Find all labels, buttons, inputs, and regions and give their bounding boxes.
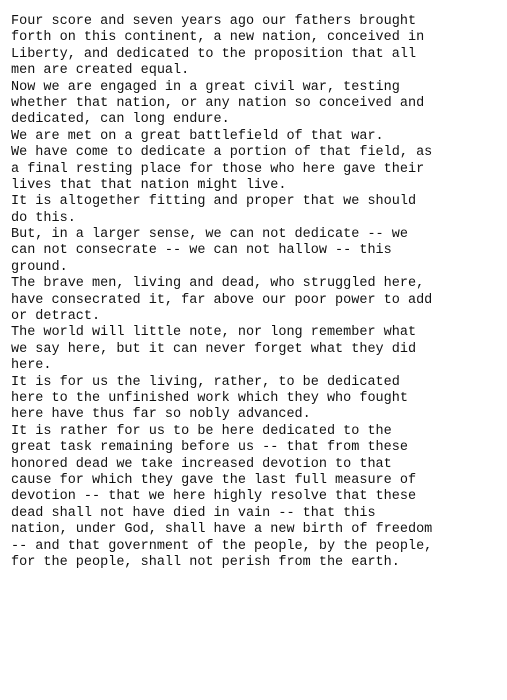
text-line: -- and that government of the people, by the people,	[11, 538, 433, 554]
text-line: great task remaining before us -- that from these	[11, 440, 408, 456]
text-line: can not consecrate -- we can not hallow -- this	[11, 243, 392, 259]
text-line: have consecrated it, far above our poor power to add	[11, 292, 433, 308]
text-line: The brave men, living and dead, who struggled here,	[11, 276, 425, 292]
text-line: ground.	[11, 259, 68, 275]
text-line: Now we are engaged in a great civil war, testing	[11, 79, 400, 95]
text-line: or detract.	[11, 309, 101, 325]
text-line: It is altogether fitting and proper that we should	[11, 194, 417, 210]
text-line: It is for us the living, rather, to be dedicated	[11, 374, 400, 390]
text-line: dedicated, can long endure.	[11, 112, 230, 128]
text-line: dead shall not have died in vain -- that this	[11, 505, 376, 521]
text-line: here have thus far so nobly advanced.	[11, 407, 311, 423]
text-line: It is rather for us to be here dedicated to the	[11, 423, 392, 439]
text-line: we say here, but it can never forget what they did	[11, 341, 417, 357]
text-line: men are created equal.	[11, 63, 190, 79]
text-line: do this.	[11, 210, 76, 226]
text-line: nation, under God, shall have a new birth of freedom	[11, 522, 433, 538]
text-line: here.	[11, 358, 52, 374]
text-line: lives that that nation might live.	[11, 177, 287, 193]
text-line: here to the unfinished work which they who fought	[11, 390, 408, 406]
text-line: a final resting place for those who here gave their	[11, 161, 425, 177]
text-line: We are met on a great battlefield of that war.	[11, 128, 384, 144]
text-line: The world will little note, nor long remember what	[11, 325, 417, 341]
text-line: But, in a larger sense, we can not dedicate -- we	[11, 227, 408, 243]
text-line: forth on this continent, a new nation, conceived in	[11, 30, 425, 46]
text-line: devotion -- that we here highly resolve that these	[11, 489, 417, 505]
text-line: honored dead we take increased devotion to that	[11, 456, 392, 472]
text-line: cause for which they gave the last full measure of	[11, 472, 417, 488]
text-line: for the people, shall not perish from the earth.	[11, 554, 400, 570]
text-line: We have come to dedicate a portion of that field, as	[11, 145, 433, 161]
text-line: Liberty, and dedicated to the proposition that all	[11, 46, 417, 62]
document-body	[11, 14, 501, 571]
text-line: whether that nation, or any nation so conceived and	[11, 95, 425, 111]
text-line: Four score and seven years ago our fathers brought	[11, 14, 417, 29]
